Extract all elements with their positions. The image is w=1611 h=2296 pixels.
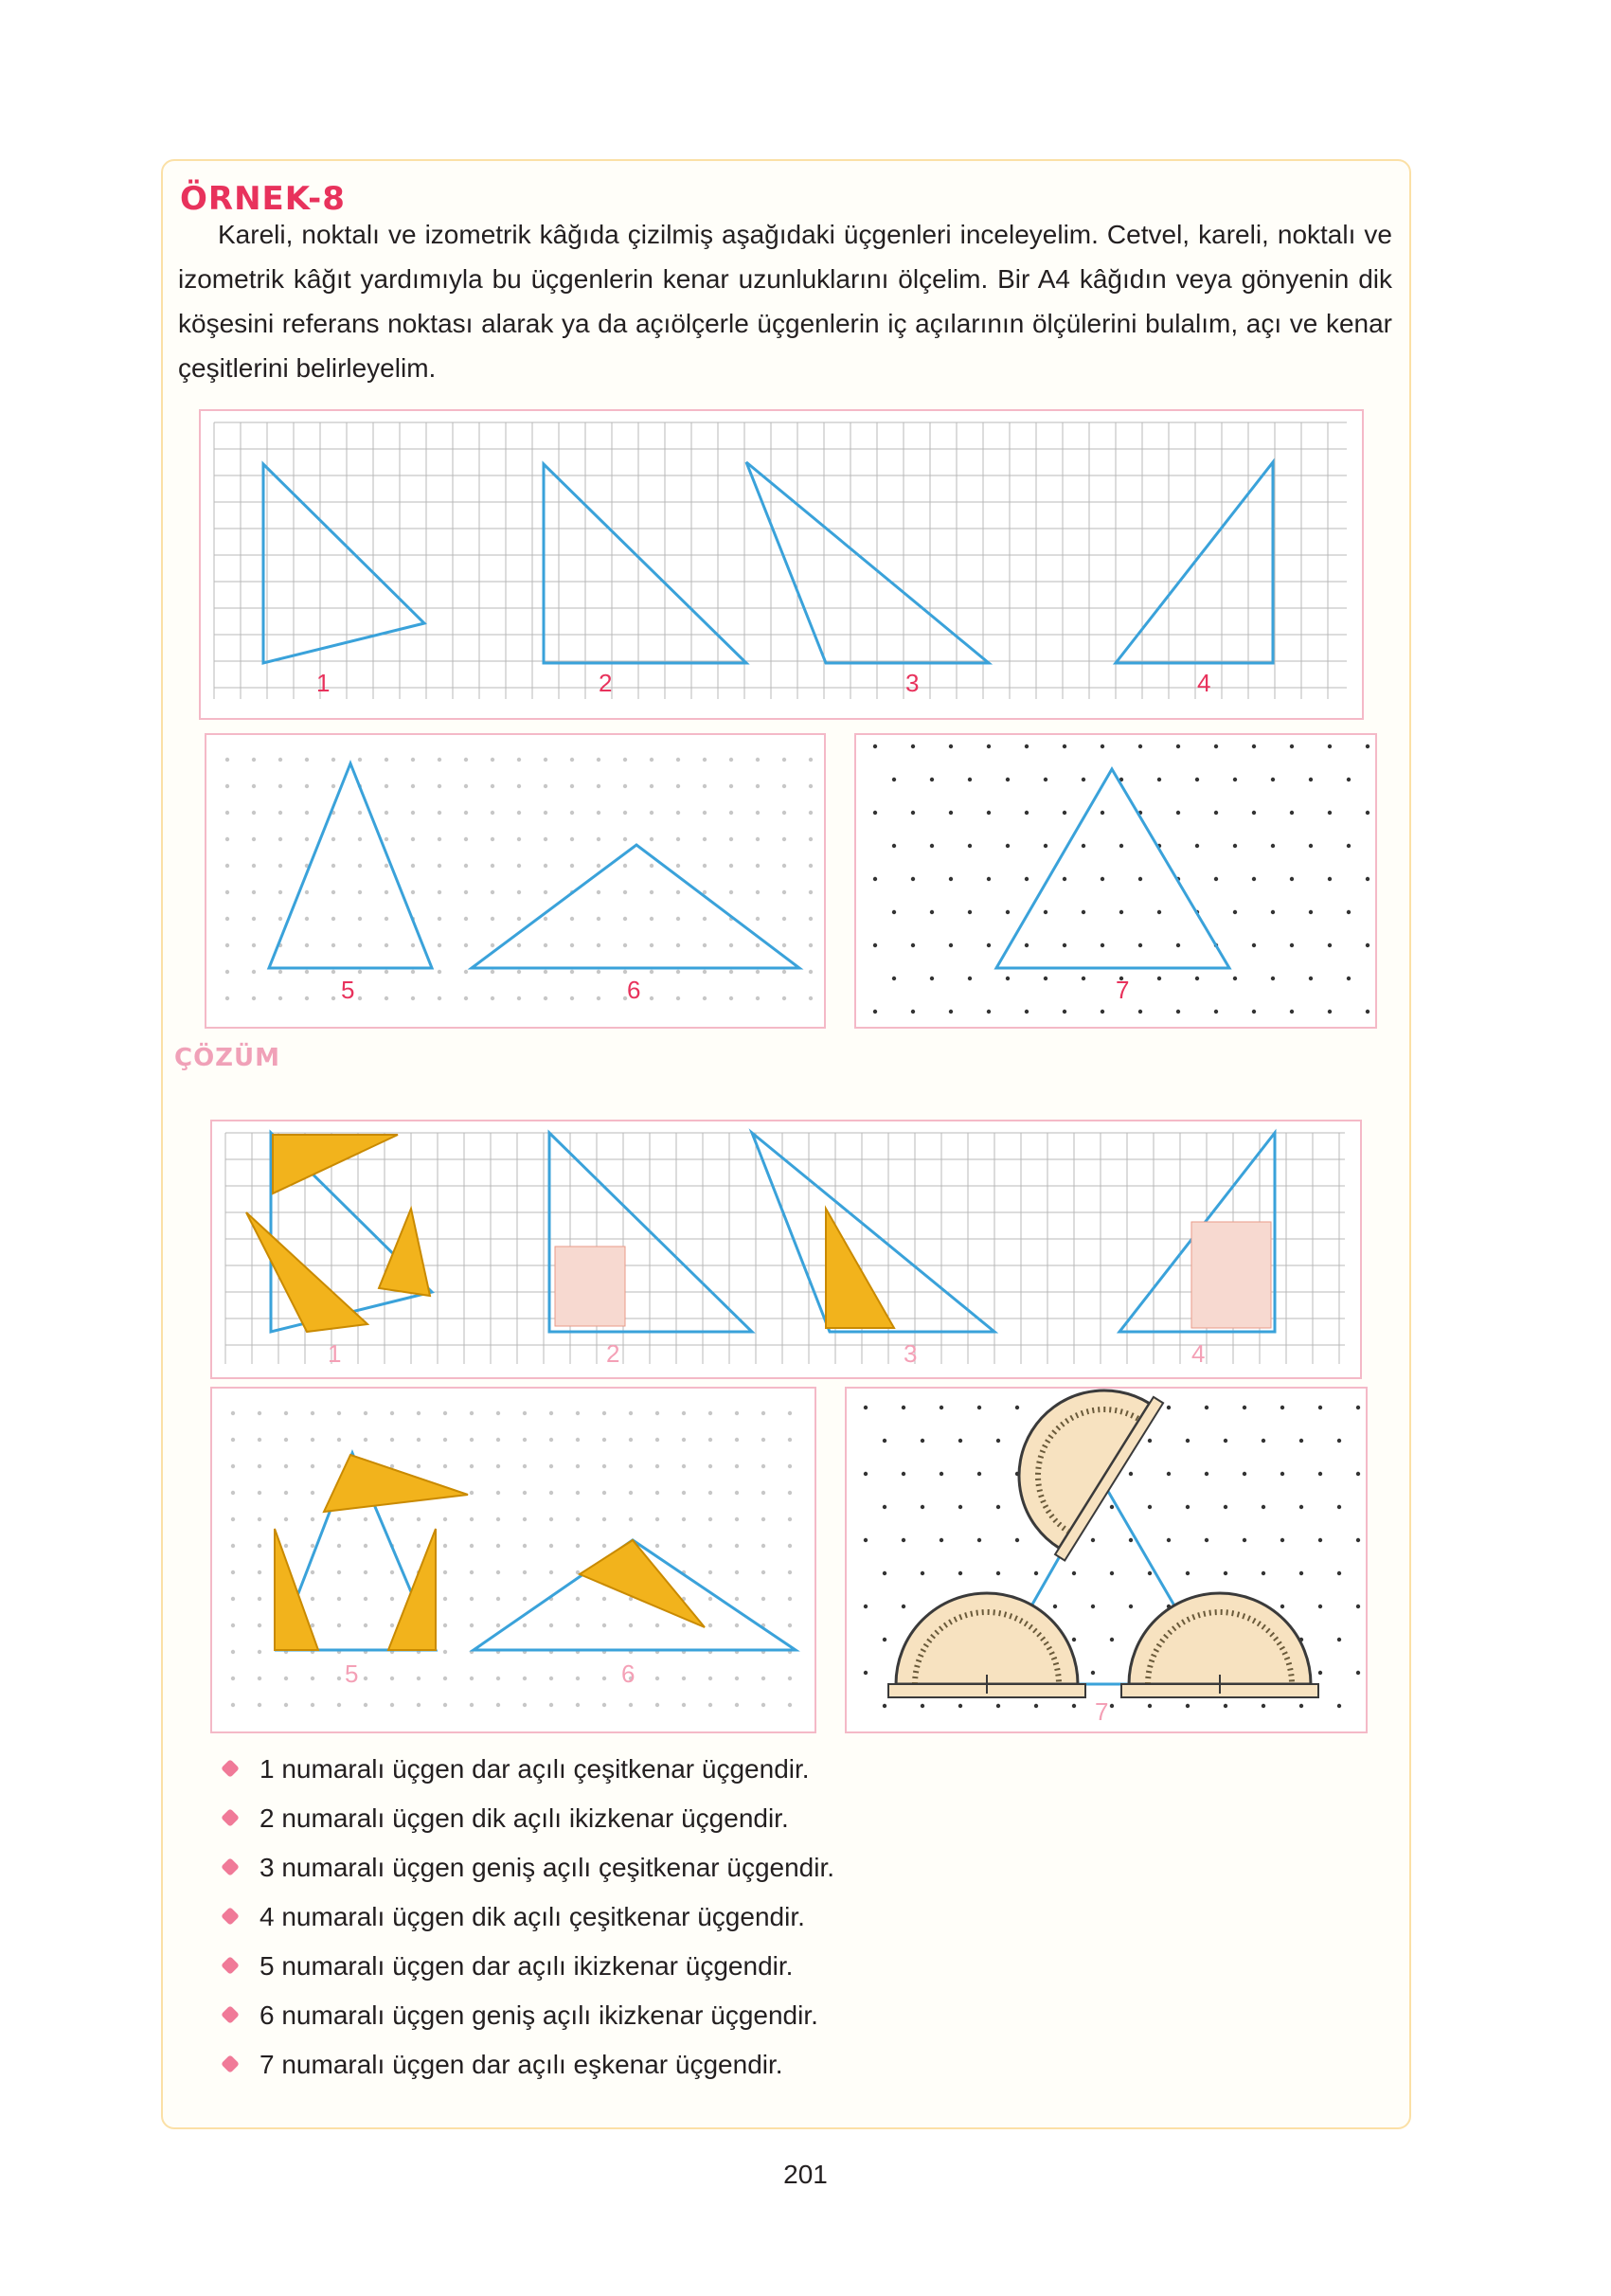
- a4-paper-corner-2: [555, 1247, 625, 1326]
- solution-grid-panel: [210, 1120, 1362, 1379]
- solution-dot-grid: [231, 1411, 792, 1707]
- set-square-1b: [246, 1212, 367, 1332]
- solution-dot-panel: [210, 1387, 816, 1733]
- a4-paper-corner-4: [1191, 1222, 1271, 1328]
- triangle-2: [544, 464, 746, 663]
- solution-label-6: 6: [621, 1659, 635, 1688]
- solution-heading: ÇÖZÜM: [174, 1044, 281, 1072]
- grid-lines: [214, 422, 1347, 699]
- set-square-6: [580, 1540, 705, 1627]
- dot-paper-drawing: [206, 735, 824, 1027]
- isometric-paper-panel: [854, 733, 1377, 1029]
- triangle-label-7: 7: [1116, 976, 1130, 1004]
- result-text: 2 numaralı üçgen dik açılı ikizkenar üçgendir.: [260, 1803, 789, 1833]
- set-square-5a: [324, 1455, 468, 1512]
- solution-grid-drawing: [212, 1121, 1360, 1377]
- bullet-icon: [221, 2054, 240, 2073]
- triangle-6: [472, 845, 799, 968]
- triangle-5: [269, 763, 432, 968]
- triangle-label-6: 6: [627, 976, 641, 1004]
- result-text: 7 numaralı üçgen dar açılı eşkenar üçgendir.: [260, 2050, 783, 2079]
- bullet-icon: [221, 1956, 240, 1975]
- set-square-3: [826, 1209, 894, 1328]
- bullet-icon: [221, 1907, 240, 1926]
- bullet-icon: [221, 1857, 240, 1876]
- protractor-left: [888, 1593, 1085, 1697]
- isometric-paper-drawing: [856, 735, 1375, 1027]
- triangle-label-5: 5: [341, 976, 355, 1004]
- protractor-right: [1121, 1593, 1318, 1697]
- set-square-1c: [379, 1209, 430, 1296]
- solution-grid-lines: [225, 1133, 1345, 1364]
- list-item: [224, 1947, 834, 1997]
- triangle-7: [996, 769, 1229, 968]
- dot-paper-panel: [205, 733, 826, 1029]
- bullet-icon: [221, 2005, 240, 2024]
- protractor-top: [983, 1389, 1163, 1560]
- solution-label-3: 3: [904, 1339, 918, 1368]
- solution-label-2: 2: [606, 1339, 620, 1368]
- bullet-icon: [221, 1759, 240, 1778]
- solution-label-4: 4: [1191, 1339, 1206, 1368]
- solution-isometric-drawing: [847, 1389, 1366, 1731]
- bullet-icon: [221, 1808, 240, 1827]
- list-item: [224, 2046, 834, 2095]
- solution-dot-drawing: [212, 1389, 814, 1731]
- result-text: 1 numaralı üçgen dar açılı çeşitkenar üçgendir.: [260, 1754, 810, 1784]
- example-text-content: Kareli, noktalı ve izometrik kâğıda çizilmiş aşağıdaki üçgenleri inceleyelim. Cetvel, kareli, noktalı ve izometrik kâğıt yardımıyla bu üçgenlerin kenar uzunluklarını ölçelim. Bir A4 kâğıdın veya gönyenin dik köşesini referans noktası alarak ya da açıölçerle üçgenlerin iç açılarının ölçülerini bulalım, açı ve kenar çeşitlerini belirleyelim.: [178, 220, 1392, 383]
- example-heading: ÖRNEK-8: [180, 180, 346, 218]
- result-text: 5 numaralı üçgen dar açılı ikizkenar üçgendir.: [260, 1951, 794, 1981]
- list-item: [224, 1800, 834, 1849]
- result-text: 3 numaralı üçgen geniş açılı çeşitkenar üçgendir.: [260, 1853, 835, 1882]
- triangle-label-1: 1: [316, 669, 331, 697]
- list-item: [224, 1898, 834, 1947]
- solution-isometric-panel: [845, 1387, 1368, 1733]
- set-square-1a: [273, 1135, 398, 1193]
- set-square-5c: [388, 1529, 436, 1650]
- list-item: [224, 1750, 834, 1800]
- triangle-label-2: 2: [599, 669, 613, 697]
- grid-paper-drawing: [201, 411, 1362, 718]
- grid-paper-panel: [199, 409, 1364, 720]
- result-text: 4 numaralı üçgen dik açılı çeşitkenar üçgendir.: [260, 1902, 805, 1931]
- solution-result-list: [224, 1750, 834, 2095]
- result-text: 6 numaralı üçgen geniş açılı ikizkenar üçgendir.: [260, 2000, 818, 2030]
- triangle-4: [1116, 462, 1273, 663]
- example-text: [178, 212, 1392, 390]
- triangle-label-3: 3: [905, 669, 920, 697]
- triangle-3: [746, 462, 989, 663]
- triangle-label-4: 4: [1197, 669, 1211, 697]
- solution-label-5: 5: [345, 1659, 359, 1688]
- solution-label-7: 7: [1095, 1697, 1109, 1726]
- solution-label-1: 1: [328, 1339, 342, 1368]
- dot-grid: [225, 758, 813, 1000]
- list-item: [224, 1849, 834, 1898]
- page-number: 201: [783, 2160, 828, 2189]
- list-item: [224, 1997, 834, 2046]
